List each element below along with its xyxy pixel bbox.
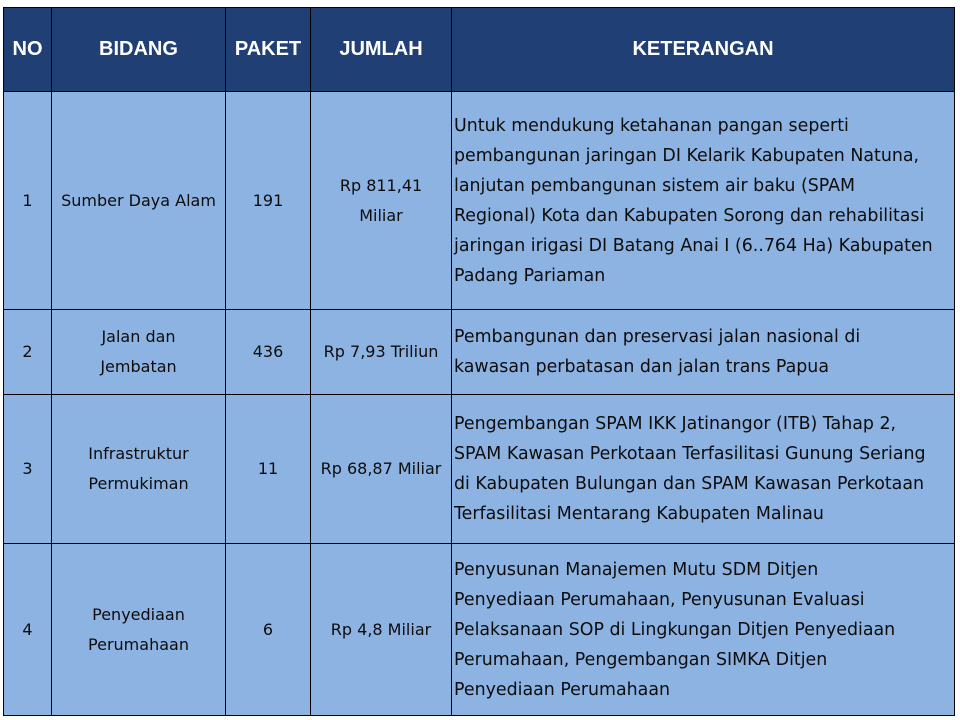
cell-bidang <box>52 544 226 716</box>
header-bidang: BIDANG <box>52 8 226 92</box>
keterangan-line: di Kabupaten Bulungan dan SPAM Kawasan Perkotaan <box>454 474 925 494</box>
cell-no: 1 <box>4 92 52 310</box>
table-row <box>4 395 955 544</box>
table-row <box>4 544 955 716</box>
keterangan-line: lanjutan pembangunan sistem air baku (SPAM <box>454 175 856 196</box>
cell-jumlah-line: Rp 811,41 <box>339 175 423 195</box>
cell-paket: 436 <box>226 310 311 395</box>
cell-jumlah-line: Miliar <box>359 205 403 225</box>
cell-bidang-line: Sumber Daya Alam <box>61 190 216 210</box>
cell-jumlah <box>311 395 452 544</box>
cell-jumlah-line: Rp 68,87 Miliar <box>320 459 442 478</box>
keterangan-line: Penyediaan Perumahaan <box>454 679 671 700</box>
cell-no: 3 <box>4 395 52 544</box>
keterangan-line: Regional) Kota dan Kabupaten Sorong dan rehabilitasi <box>454 205 925 226</box>
keterangan-line: Pelaksanaan SOP di Lingkungan Ditjen Penyediaan <box>454 619 896 640</box>
cell-bidang <box>52 92 226 310</box>
keterangan-line: Penyediaan Perumahaan, Penyusunan Evaluasi <box>454 589 865 610</box>
keterangan-line: SPAM Kawasan Perkotaan Terfasilitasi Gunung Seriang <box>454 444 926 464</box>
cell-bidang-line: Permukiman <box>88 474 189 493</box>
cell-keterangan <box>452 544 955 716</box>
keterangan-line: Pengembangan SPAM IKK Jatinangor (ITB) Tahap 2, <box>454 414 897 434</box>
cell-jumlah <box>311 92 452 310</box>
cell-keterangan <box>452 92 955 310</box>
keterangan-line: pembangunan jaringan DI Kelarik Kabupaten Natuna, <box>454 145 920 166</box>
table-row <box>4 92 955 310</box>
table-header-row <box>4 8 955 92</box>
keterangan-line: Pembangunan dan preservasi jalan nasional di <box>454 327 861 347</box>
keterangan-line: Padang Pariaman <box>454 265 606 286</box>
cell-bidang <box>52 310 226 395</box>
keterangan-line: Untuk mendukung ketahanan pangan seperti <box>454 115 849 136</box>
table-row <box>4 310 955 395</box>
cell-paket: 6 <box>226 544 311 716</box>
cell-no: 4 <box>4 544 52 716</box>
header-paket: PAKET <box>226 8 311 92</box>
header-no: NO <box>4 8 52 92</box>
program-table <box>3 7 955 716</box>
cell-bidang-line: Jembatan <box>100 357 177 376</box>
cell-jumlah-line: Rp 4,8 Miliar <box>330 619 432 639</box>
header-jumlah: JUMLAH <box>311 8 452 92</box>
cell-jumlah <box>311 544 452 716</box>
keterangan-line: Perumahaan, Pengembangan SIMKA Ditjen <box>454 649 828 670</box>
keterangan-line: kawasan perbatasan dan jalan trans Papua <box>454 357 829 377</box>
keterangan-line: jaringan irigasi DI Batang Anai I (6..764 Ha) Kabupaten <box>454 235 933 256</box>
cell-bidang <box>52 395 226 544</box>
cell-no: 2 <box>4 310 52 395</box>
keterangan-line: Penyusunan Manajemen Mutu SDM Ditjen <box>454 559 819 580</box>
cell-keterangan <box>452 395 955 544</box>
cell-jumlah <box>311 310 452 395</box>
keterangan-line: Terfasilitasi Mentarang Kabupaten Malinau <box>454 504 824 524</box>
cell-bidang-line: Infrastruktur <box>88 444 189 463</box>
header-keterangan: KETERANGAN <box>452 8 955 92</box>
cell-bidang-line: Perumahaan <box>88 634 189 654</box>
cell-paket: 191 <box>226 92 311 310</box>
cell-jumlah-line: Rp 7,93 Triliun <box>323 342 439 361</box>
cell-bidang-line: Penyediaan <box>92 604 185 624</box>
cell-keterangan <box>452 310 955 395</box>
cell-paket: 11 <box>226 395 311 544</box>
cell-bidang-line: Jalan dan <box>101 327 176 346</box>
